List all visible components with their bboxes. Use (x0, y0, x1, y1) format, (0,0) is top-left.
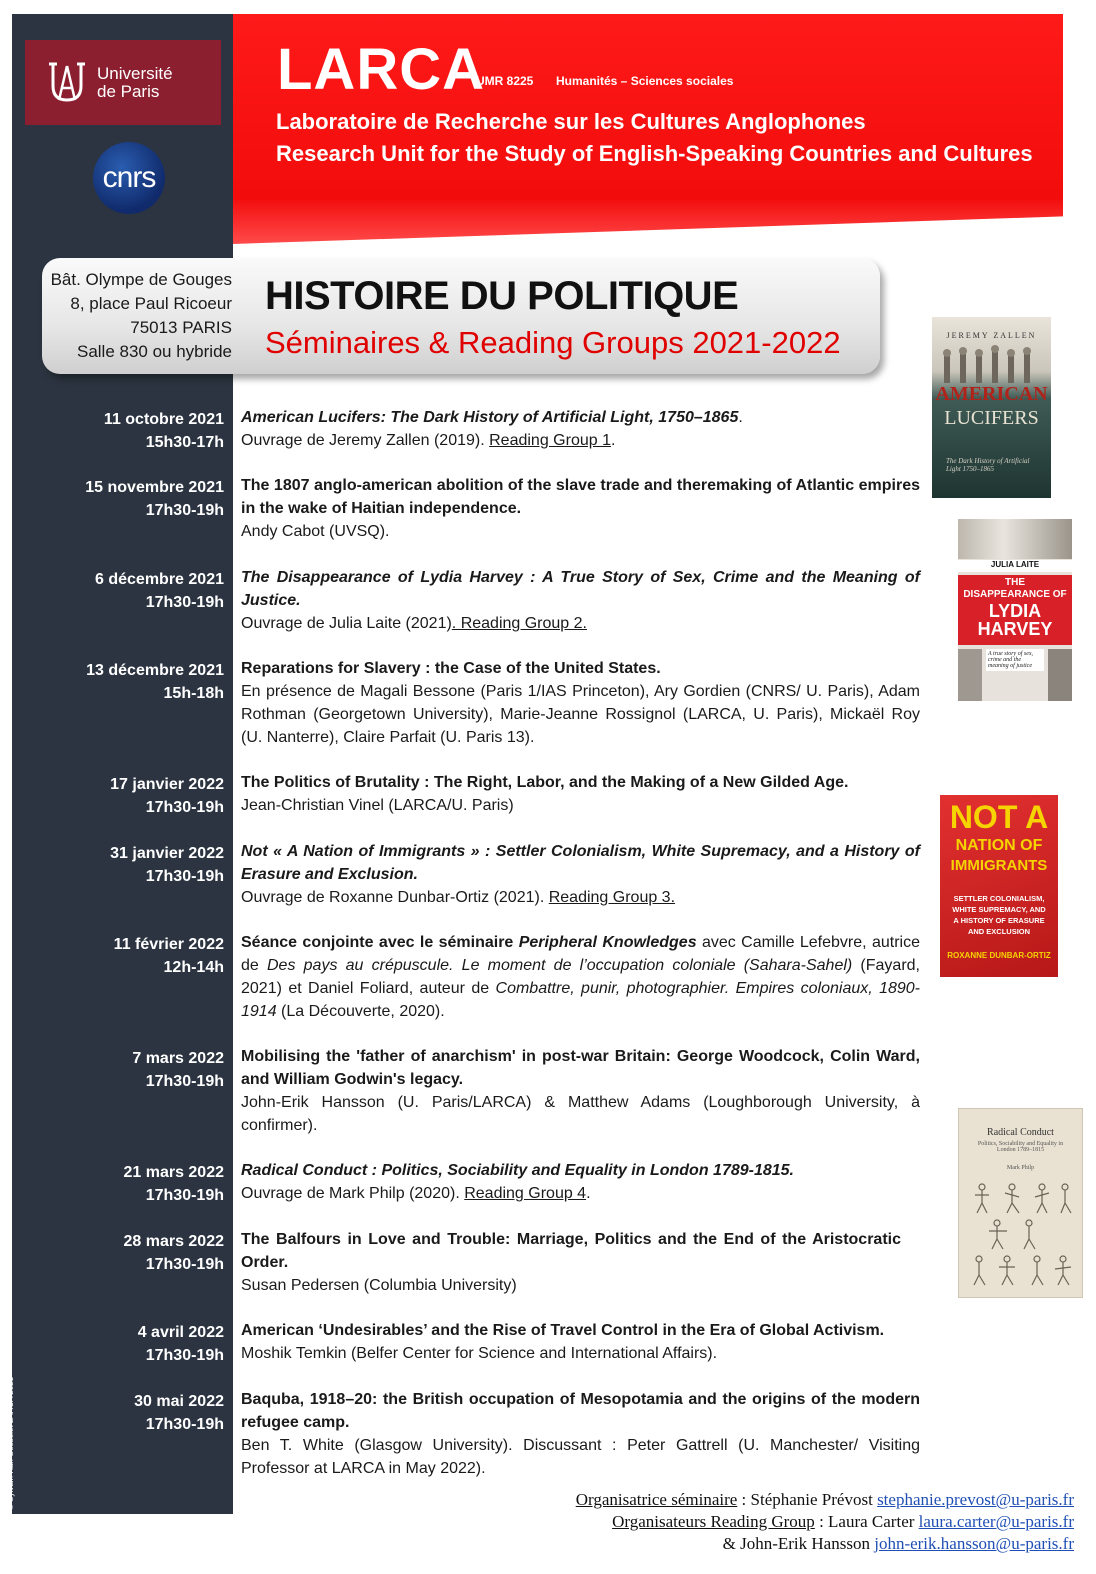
email-link[interactable]: stephanie.prevost@u-paris.fr (877, 1490, 1074, 1509)
event-content: Mobilising the 'father of anarchism' in post-war Britain: George Woodcock, Colin Ward, and William Godwin's legacy. John-Erik Hansson (U. Paris/LARCA) & Matthew Adams (Loughborough University, à confirmer). (241, 1048, 920, 1134)
email-link[interactable]: laura.carter@u-paris.fr (918, 1512, 1074, 1531)
umr-code: UMR 8225 (476, 74, 534, 88)
event-date: 28 mars 2022 17h30-19h (123, 1233, 224, 1273)
footer-seminar-organiser: Organisatrice séminaire : Stéphanie Prévost stephanie.prevost@u-paris.fr (575, 1490, 1074, 1509)
lab-full-name-en: Research Unit for the Study of English-Speaking Countries and Cultures (276, 141, 1033, 166)
event-content: Not « A Nation of Immigrants » : Settler Colonialism, White Supremacy, and a History of Erasure and Exclusion. Ouvrage de Roxanne Dunbar-Ortiz (2021). Reading Group 3. (241, 843, 920, 906)
left-sidebar (12, 14, 233, 1514)
event-date: 17 janvier 2022 17h30-19h (110, 776, 224, 816)
address-line: Bât. Olympe de Gouges (50, 270, 232, 289)
event-date: 30 mai 2022 17h30-19h (134, 1393, 224, 1433)
book-cover-not-a-nation-of-immigrants: NOT A NATION OF IMMIGRANTS SETTLER COLONIALISM, WHITE SUPREMACY, AND A HISTORY OF ERASURE AND EXCLUSION ROXANNE DUNBAR-ORTIZ (940, 795, 1058, 977)
university-emblem-icon (47, 60, 87, 106)
footer-rg-organisers: Organisateurs Reading Group : Laura Carter laura.carter@u-paris.fr (612, 1512, 1074, 1531)
event-content: The Politics of Brutality : The Right, Labor, and the Making of a New Gilded Age. Jean-Christian Vinel (LARCA/U. Paris) (241, 774, 849, 814)
event-date: 21 mars 2022 17h30-19h (123, 1164, 224, 1204)
event-date: 7 mars 2022 17h30-19h (132, 1050, 224, 1090)
dancing-figures-illustration (967, 1179, 1077, 1289)
event-content: The Balfours in Love and Trouble: Marriage, Politics and the End of the Aristocratic Order. Susan Pedersen (Columbia University) (241, 1231, 901, 1294)
event-content: The 1807 anglo-american abolition of the slave trade and theremaking of Atlantic empires in the wake of Haitian independence. Andy Cabot (UVSQ). (241, 477, 920, 540)
university-name: Université de Paris (97, 63, 173, 101)
event-content: American ‘Undesirables’ and the Rise of Travel Control in the Era of Global Activism. Moshik Temkin (Belfer Center for Science and International Affairs). (241, 1322, 885, 1362)
event-date: 11 octobre 2021 15h30-17h (103, 411, 224, 451)
field-label: Humanités – Sciences sociales (556, 74, 734, 88)
book-cover-lydia-harvey: JULIA LAITE THE DISAPPEARANCE OF LYDIA HARVEY A true story of sex, crime and the meaning of justice (958, 519, 1072, 701)
event-content: American Lucifers: The Dark History of Artificial Light, 1750–1865. Ouvrage de Jeremy Zallen (2019). Reading Group 1. (241, 409, 743, 449)
footer-rg-organiser-2: & John-Erik Hansson john-erik.hansson@u-paris.fr (722, 1534, 1074, 1553)
event-date: 11 février 2022 12h-14h (113, 936, 224, 976)
address-line: Salle 830 ou hybride (76, 342, 232, 361)
book-cover-radical-conduct: Radical Conduct Politics, Sociability and Equality in London 1789–1815 Mark Philp (958, 1108, 1083, 1298)
page-subtitle: Séminaires & Reading Groups 2021-2022 (265, 325, 841, 360)
event-content: Séance conjointe avec le séminaire Peripheral Knowledges avec Camille Lefebvre, autrice de Des pays au crépuscule. Le moment de l’occupation coloniale (Sahara-Sahel) (Fayard, 2021) et Daniel Foliard, auteur de Combattre, punir, photographier. Empires coloniaux, 1890-1914 (La Découverte, 2020). (241, 934, 921, 1020)
reading-group-link[interactable]: Reading Group 1 (489, 432, 611, 449)
address-line: 8, place Paul Ricoeur (70, 294, 232, 313)
event-content: Reparations for Slavery : the Case of the United States. En présence de Magali Bessone (Paris 1/IAS Princeton), Ary Gordien (CNRS/ U. Paris), Adam Rothman (Georgetown University), Marie-Jeanne Rossignol (LARCA, U. Paris), Mickaël Roy (U. Nanterre), Claire Parfait (U. Paris 13). (241, 660, 920, 746)
reading-group-link[interactable]: . Reading Group 2. (451, 615, 587, 632)
reading-group-link[interactable]: Reading Group 4 (464, 1185, 587, 1202)
event-content: Radical Conduct : Politics, Sociability and Equality in London 1789-1815. Ouvrage de Mark Philp (2020). Reading Group 4. (241, 1162, 794, 1202)
event-date: 6 décembre 2021 17h30-19h (95, 571, 224, 611)
event-date: 31 janvier 2022 17h30-19h (110, 845, 224, 885)
event-content: The Disappearance of Lydia Harvey : A True Story of Sex, Crime and the Meaning of Justice. Ouvrage de Julia Laite (2021). Reading Group 2. (241, 569, 920, 632)
lab-name: LARCA (277, 37, 485, 102)
cnrs-logo: cnrs (93, 142, 165, 214)
credit-vertical: © Sylvain-Karl Gosselet LARCA 2021 (6, 1376, 15, 1510)
email-link[interactable]: john-erik.hansson@u-paris.fr (874, 1534, 1074, 1553)
event-date: 4 avril 2022 17h30-19h (137, 1324, 224, 1364)
book-cover-american-lucifers: JEREMY ZALLEN AMERICAN LUCIFERS The Dark History of Artificial Light 1750–1865 (932, 317, 1051, 498)
event-content: Baquba, 1918–20: the British occupation of Mesopotamia and the origins of the modern refugee camp. Ben T. White (Glasgow University). Discussant : Peter Gattrell (U. Manchester/ Visiting Professor at LARCA in May 2022). (241, 1391, 920, 1477)
page-title: HISTOIRE DU POLITIQUE (265, 274, 739, 318)
lab-full-name-fr: Laboratoire de Recherche sur les Cultures Anglophones (276, 109, 866, 134)
reading-group-link[interactable]: Reading Group 3. (548, 889, 676, 906)
address-line: 75013 PARIS (130, 318, 232, 337)
event-date: 15 novembre 2021 17h30-19h (85, 479, 224, 519)
event-date: 13 décembre 2021 15h-18h (86, 662, 224, 702)
universite-de-paris-logo (25, 40, 221, 125)
